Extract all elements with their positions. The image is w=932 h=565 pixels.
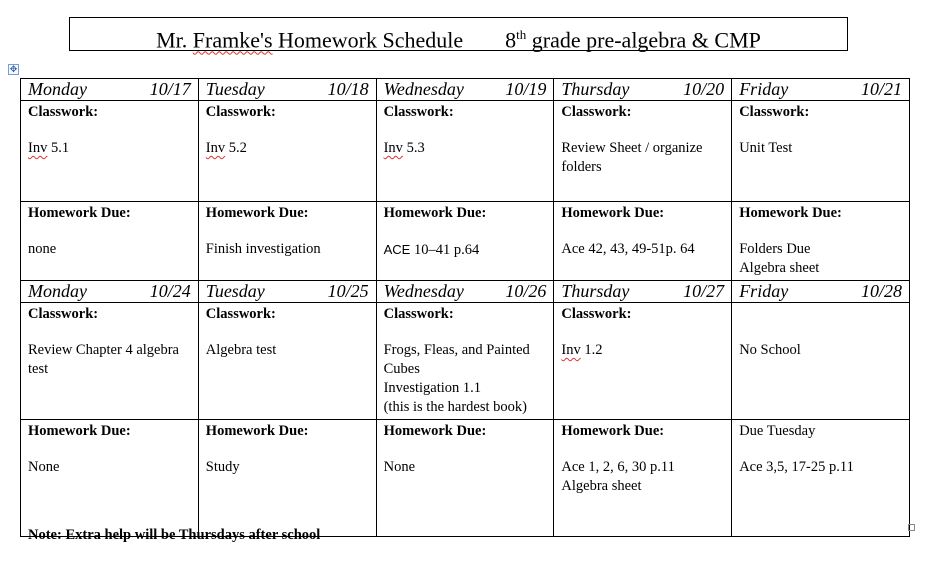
day-header [28,80,191,99]
homework-cell [554,420,732,537]
homework-item [561,477,724,496]
classwork-cell [554,303,732,420]
homework-text: none [28,241,57,257]
homework-item [561,240,724,259]
classwork-cell [732,303,910,420]
homework-text: Ace 1, 2, 6, 30 p.11 [561,459,675,475]
homework-item [206,458,369,477]
day-header-cell [198,281,376,303]
day-header-cell [198,79,376,101]
classwork-label [739,305,902,324]
day-header [739,80,902,99]
teacher-name: Framke's [192,27,273,53]
homework-text: None [383,459,416,475]
grade-text: grade pre-algebra & CMP [526,27,761,53]
homework-cell [376,420,554,537]
day-header [28,282,191,301]
classwork-cell [376,303,554,420]
classwork-label: Classwork: [383,104,454,120]
homework-text: 10–41 p.64 [410,242,480,258]
day-header-cell [554,281,732,303]
table-resize-handle[interactable] [908,524,915,531]
day-name: Thursday [561,281,630,301]
classwork-item: Investigation 1.1 [383,380,482,396]
homework-label: Due Tuesday [739,423,816,439]
homework-item [206,240,369,259]
day-name: Friday [739,79,789,99]
day-date: 10/24 [149,281,191,301]
classwork-label: Classwork: [205,306,276,322]
homework-label: Homework Due: [383,423,487,439]
classwork-cell [21,101,199,202]
homework-label: Homework Due: [739,205,842,221]
homework-item [28,240,191,259]
day-header-cell [554,79,732,101]
schedule-table [20,78,910,537]
grade-number: 8 [505,27,517,53]
homework-label: Homework Due: [28,205,131,221]
homework-cell [198,202,376,281]
day-header [206,282,369,301]
homework-text: Algebra sheet [739,260,820,276]
schedule-title [69,17,848,51]
homework-cell [198,420,376,537]
day-date: 10/19 [505,79,547,99]
day-header-cell [21,281,199,303]
day-name: Monday [28,281,87,301]
day-header [384,282,547,301]
homework-item [561,458,724,477]
homework-label: Homework Due: [561,423,665,439]
homework-text: Algebra sheet [561,478,642,494]
classwork-label: Classwork: [28,104,99,120]
classwork-item: Review Chapter 4 algebra test [28,342,179,377]
classwork-label: Classwork: [561,306,632,322]
homework-cell [376,202,554,281]
classwork-label: Classwork: [739,104,810,120]
classwork-cell [21,303,199,420]
homework-item [384,240,547,260]
day-name: Wednesday [383,281,464,301]
homework-item [739,259,902,278]
day-date: 10/27 [683,281,725,301]
homework-cell [554,202,732,281]
homework-label: Homework Due: [205,205,309,221]
table-move-handle-icon[interactable]: ✥ [9,64,18,74]
classwork-label: Classwork: [205,104,276,120]
homework-item [739,458,902,477]
day-date: 10/21 [860,79,902,99]
classwork-item: Inv 1.2 [561,342,603,358]
homework-cell [21,420,199,537]
day-name: Monday [28,79,87,99]
classwork-item: Inv 5.2 [205,140,247,156]
homework-text: Folders Due [739,241,811,257]
classwork-item: (this is the hardest book) [383,399,527,415]
day-date: 10/25 [327,281,369,301]
homework-text: Finish investigation [205,241,321,257]
homework-text: Ace 42, 43, 49-51p. 64 [561,241,695,257]
classwork-item: Unit Test [739,140,793,156]
day-name: Thursday [561,79,630,99]
homework-item [739,240,902,259]
classwork-item: Frogs, Fleas, and Painted Cubes [383,342,530,377]
title-text: Mr. [156,27,193,53]
classwork-item: No School [739,342,801,358]
homework-cell [732,202,910,281]
day-date: 10/28 [860,281,902,301]
day-header-cell [376,79,554,101]
homework-text: Ace 3,5, 17-25 p.11 [739,459,854,475]
day-header [561,80,724,99]
homework-label: Homework Due: [28,423,131,439]
classwork-item: Algebra test [205,342,277,358]
classwork-cell [198,101,376,202]
classwork-cell [198,303,376,420]
classwork-cell [554,101,732,202]
grade-suffix: th [516,27,527,42]
classwork-cell [732,101,910,202]
classwork-label: Classwork: [383,306,454,322]
day-name: Wednesday [383,79,464,99]
day-header [384,80,547,99]
day-date: 10/26 [505,281,547,301]
day-name: Tuesday [205,281,265,301]
homework-cell [21,202,199,281]
day-header-cell [732,79,910,101]
day-header-cell [376,281,554,303]
day-name: Tuesday [205,79,265,99]
homework-item [384,458,547,477]
day-date: 10/17 [149,79,191,99]
day-date: 10/20 [683,79,725,99]
note: Note: Extra help will be Thursdays after school [28,527,321,543]
classwork-label: Classwork: [28,306,99,322]
homework-label: Homework Due: [383,205,487,221]
classwork-item: Inv 5.1 [28,140,70,156]
day-date: 10/18 [327,79,369,99]
homework-item [28,458,191,477]
homework-text: None [28,459,60,475]
homework-cell [732,420,910,537]
homework-label: Homework Due: [205,423,309,439]
classwork-label: Classwork: [561,104,632,120]
day-header [206,80,369,99]
day-header-cell [21,79,199,101]
day-header [739,282,902,301]
day-name: Friday [739,281,789,301]
title-text: Homework Schedule [272,27,464,53]
classwork-cell [376,101,554,202]
classwork-item: Inv 5.3 [383,140,425,156]
classwork-item: Review Sheet / organize folders [561,140,703,175]
homework-label: Homework Due: [561,205,665,221]
day-header [561,282,724,301]
homework-text: Study [205,459,240,475]
day-header-cell [732,281,910,303]
homework-prefix: ACE [383,242,411,257]
